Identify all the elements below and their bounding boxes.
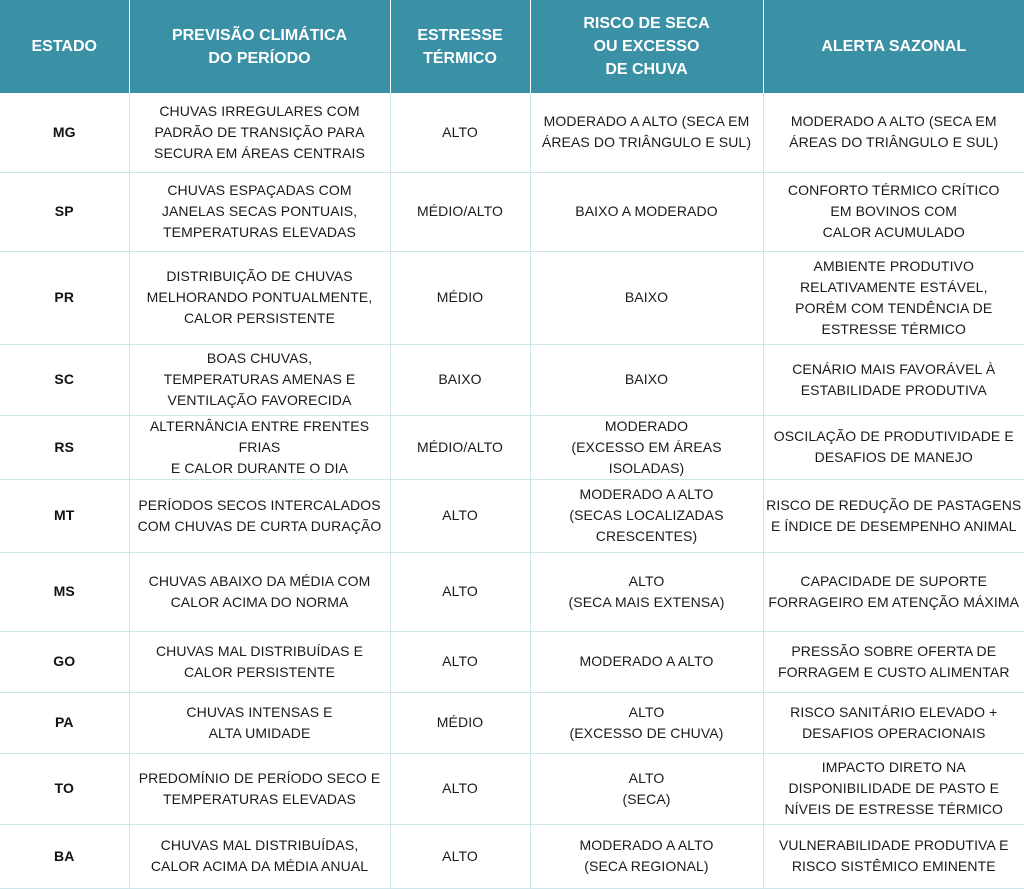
cell-risco: BAIXO A MODERADO	[530, 172, 763, 251]
cell-previsao: CHUVAS IRREGULARES COM PADRÃO DE TRANSIÇÃO PARA SECURA EM ÁREAS CENTRAIS	[129, 93, 390, 172]
cell-previsao: CHUVAS ESPAÇADAS COM JANELAS SECAS PONTUAIS, TEMPERATURAS ELEVADAS	[129, 172, 390, 251]
cell-estresse: MÉDIO	[390, 251, 530, 344]
cell-estado: SP	[0, 172, 129, 251]
cell-risco: MODERADO A ALTO	[530, 631, 763, 692]
cell-alerta: CENÁRIO MAIS FAVORÁVEL À ESTABILIDADE PRODUTIVA	[763, 344, 1024, 415]
cell-estado: PR	[0, 251, 129, 344]
table-row	[0, 93, 1024, 172]
cell-risco: BAIXO	[530, 344, 763, 415]
cell-estado: RS	[0, 415, 129, 479]
header-previsao: PREVISÃO CLIMÁTICA DO PERÍODO	[129, 0, 390, 93]
table-row	[0, 479, 1024, 552]
cell-alerta: RISCO SANITÁRIO ELEVADO + DESAFIOS OPERACIONAIS	[763, 692, 1024, 753]
cell-risco: MODERADO A ALTO (SECA EM ÁREAS DO TRIÂNGULO E SUL)	[530, 93, 763, 172]
header-estresse: ESTRESSE TÉRMICO	[390, 0, 530, 93]
cell-estresse: MÉDIO/ALTO	[390, 415, 530, 479]
cell-risco: ALTO (EXCESSO DE CHUVA)	[530, 692, 763, 753]
cell-risco: MODERADO A ALTO (SECAS LOCALIZADAS CRESCENTES)	[530, 479, 763, 552]
cell-risco: MODERADO (EXCESSO EM ÁREAS ISOLADAS)	[530, 415, 763, 479]
cell-estresse: ALTO	[390, 631, 530, 692]
cell-estado: GO	[0, 631, 129, 692]
cell-risco: ALTO (SECA)	[530, 753, 763, 824]
cell-previsao: BOAS CHUVAS, TEMPERATURAS AMENAS E VENTILAÇÃO FAVORECIDA	[129, 344, 390, 415]
cell-estresse: ALTO	[390, 753, 530, 824]
cell-estado: SC	[0, 344, 129, 415]
cell-alerta: RISCO DE REDUÇÃO DE PASTAGENS E ÍNDICE DE DESEMPENHO ANIMAL	[763, 479, 1024, 552]
cell-estresse: ALTO	[390, 552, 530, 631]
cell-previsao: PREDOMÍNIO DE PERÍODO SECO E TEMPERATURAS ELEVADAS	[129, 753, 390, 824]
table-row	[0, 344, 1024, 415]
cell-estado: MG	[0, 93, 129, 172]
cell-previsao: CHUVAS ABAIXO DA MÉDIA COM CALOR ACIMA DO NORMA	[129, 552, 390, 631]
cell-estresse: ALTO	[390, 824, 530, 888]
table-row	[0, 692, 1024, 753]
table-row	[0, 753, 1024, 824]
cell-previsao: DISTRIBUIÇÃO DE CHUVAS MELHORANDO PONTUALMENTE, CALOR PERSISTENTE	[129, 251, 390, 344]
cell-previsao: CHUVAS INTENSAS E ALTA UMIDADE	[129, 692, 390, 753]
cell-previsao: ALTERNÂNCIA ENTRE FRENTES FRIAS E CALOR DURANTE O DIA	[129, 415, 390, 479]
header-risco: RISCO DE SECA OU EXCESSO DE CHUVA	[530, 0, 763, 93]
cell-alerta: VULNERABILIDADE PRODUTIVA E RISCO SISTÊMICO EMINENTE	[763, 824, 1024, 888]
cell-previsao: PERÍODOS SECOS INTERCALADOS COM CHUVAS DE CURTA DURAÇÃO	[129, 479, 390, 552]
cell-risco: MODERADO A ALTO (SECA REGIONAL)	[530, 824, 763, 888]
cell-estresse: MÉDIO	[390, 692, 530, 753]
cell-alerta: IMPACTO DIRETO NA DISPONIBILIDADE DE PASTO E NÍVEIS DE ESTRESSE TÉRMICO	[763, 753, 1024, 824]
cell-estresse: ALTO	[390, 93, 530, 172]
cell-estado: BA	[0, 824, 129, 888]
table-row	[0, 172, 1024, 251]
table-row	[0, 415, 1024, 479]
table-row	[0, 251, 1024, 344]
cell-estado: MT	[0, 479, 129, 552]
cell-alerta: CAPACIDADE DE SUPORTE FORRAGEIRO EM ATENÇÃO MÁXIMA	[763, 552, 1024, 631]
cell-risco: ALTO (SECA MAIS EXTENSA)	[530, 552, 763, 631]
cell-alerta: AMBIENTE PRODUTIVO RELATIVAMENTE ESTÁVEL, PORÉM COM TENDÊNCIA DE ESTRESSE TÉRMICO	[763, 251, 1024, 344]
cell-alerta: PRESSÃO SOBRE OFERTA DE FORRAGEM E CUSTO ALIMENTAR	[763, 631, 1024, 692]
cell-estado: MS	[0, 552, 129, 631]
cell-estado: TO	[0, 753, 129, 824]
cell-alerta: CONFORTO TÉRMICO CRÍTICO EM BOVINOS COM CALOR ACUMULADO	[763, 172, 1024, 251]
cell-estresse: BAIXO	[390, 344, 530, 415]
cell-previsao: CHUVAS MAL DISTRIBUÍDAS, CALOR ACIMA DA MÉDIA ANUAL	[129, 824, 390, 888]
cell-risco: BAIXO	[530, 251, 763, 344]
cell-estresse: ALTO	[390, 479, 530, 552]
cell-estado: PA	[0, 692, 129, 753]
table-row	[0, 631, 1024, 692]
table-body	[0, 93, 1024, 888]
cell-alerta: MODERADO A ALTO (SECA EM ÁREAS DO TRIÂNGULO E SUL)	[763, 93, 1024, 172]
table-row	[0, 824, 1024, 888]
cell-estresse: MÉDIO/ALTO	[390, 172, 530, 251]
header-estado: ESTADO	[0, 0, 129, 93]
cell-previsao: CHUVAS MAL DISTRIBUÍDAS E CALOR PERSISTENTE	[129, 631, 390, 692]
table-header	[0, 0, 1024, 93]
table-row	[0, 552, 1024, 631]
header-alerta: ALERTA SAZONAL	[763, 0, 1024, 93]
cell-alerta: OSCILAÇÃO DE PRODUTIVIDADE E DESAFIOS DE MANEJO	[763, 415, 1024, 479]
